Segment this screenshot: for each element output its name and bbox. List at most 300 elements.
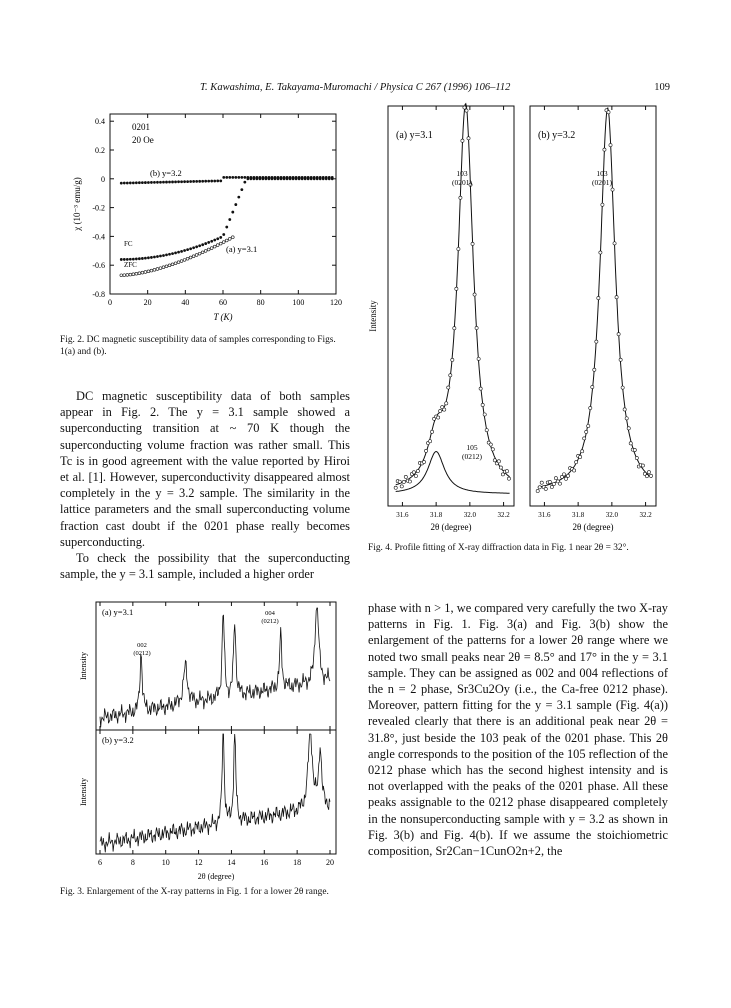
fig4-data-point	[617, 333, 620, 336]
fig2-y-tick-label: -0.2	[92, 203, 105, 213]
fig2-x-tick-label: 120	[330, 298, 342, 307]
fig2-point-fc	[201, 243, 204, 246]
fig4-data-point	[623, 408, 626, 411]
fig4-data-point	[641, 464, 644, 467]
fig3-patterns	[100, 602, 330, 854]
fig4-data-point	[566, 474, 569, 477]
fig2-point-fc	[280, 177, 283, 180]
fig2-label-zfc: ZFC	[124, 261, 137, 269]
fig4-caption-text: Profile fitting of X-ray diffraction data in Fig. 1 near 2θ = 32°.	[394, 543, 629, 553]
fig4-data-point	[597, 296, 600, 299]
fig2-point-zfc	[222, 241, 225, 244]
fig3-x-tick-labels	[98, 858, 334, 867]
fig4-data-point	[613, 242, 616, 245]
fig2-point-fc	[246, 177, 249, 180]
fig4-data-point	[579, 455, 582, 458]
fig4-x-tick-label: 32.2	[497, 511, 510, 519]
fig4-data-point	[485, 428, 488, 431]
fig4-data-point	[481, 403, 484, 406]
fig2-point-b	[186, 180, 189, 183]
fig2-point-zfc	[135, 272, 138, 275]
fig2-point-zfc	[159, 267, 162, 270]
fig2-chart	[60, 104, 350, 326]
fig4-data-point	[595, 340, 598, 343]
fig2-point-zfc	[168, 264, 171, 267]
fig2-point-fc	[159, 255, 162, 258]
fig2-point-fc	[225, 226, 228, 229]
fig2-point-fc	[180, 250, 183, 253]
fig2-point-zfc	[198, 252, 201, 255]
fig2-point-b	[207, 180, 210, 183]
fig2-point-fc	[331, 177, 334, 180]
fig2-point-zfc	[153, 268, 156, 271]
fig2-point-zfc	[207, 248, 210, 251]
fig2-caption-label: Fig. 2.	[60, 335, 85, 345]
page-number: 109	[654, 82, 670, 93]
fig2-point-fc	[310, 177, 313, 180]
fig2-point-b	[204, 180, 207, 183]
fig2-point-b	[189, 180, 192, 183]
fig2-point-b	[123, 182, 126, 185]
fig4-data-point	[483, 413, 486, 416]
fig4-data-point	[581, 450, 584, 453]
fig2-point-zfc	[231, 236, 234, 239]
fig4-data-point	[439, 409, 442, 412]
fig3-b-y-axis-label: Intensity	[79, 778, 88, 806]
fig4-fit-curve	[538, 108, 652, 487]
fig2-point-zfc	[213, 245, 216, 248]
fig2-point-fc	[243, 181, 246, 184]
fig4-data-point	[459, 196, 462, 199]
fig2-point-b	[222, 176, 225, 179]
fig2-y-tick-label: 0.2	[95, 146, 105, 155]
fig2-point-fc	[189, 247, 192, 250]
fig2-point-fc	[171, 252, 174, 255]
fig2-point-fc	[283, 177, 286, 180]
fig4-data-point	[467, 137, 470, 140]
fig2-point-fc	[325, 177, 328, 180]
fig4-data-point	[491, 448, 494, 451]
fig3-panel-a-frame	[96, 602, 336, 730]
fig2-point-zfc	[195, 254, 198, 257]
fig2-point-b	[120, 182, 123, 185]
fig4-data-point	[564, 477, 567, 480]
fig4-panel-a-label: (a) y=3.1	[396, 130, 433, 141]
right-paragraph-1: phase with n > 1, we compared very carefully the two X-ray patterns in Fig. 1. Fig. 3(a) and Fig. 3(b) show the enlargement of the patterns for a lower 2θ range where we noted two small peaks near 2θ = 8.5° and 17° in the y = 3.1 sample. They can be assigned as 002 and 004 reflections of the n = 2 phase, Sr3Cu2Oy (i.e., the Ca-free 0212 phase). Moreover, pattern fitting for the y = 3.1 sample (Fig. 4(a)) revealed clearly that there is an additional peak near 2θ = 31.8°, just beside the 103 peak of the 0201 phase. This 2θ angle corresponds to the position of the 105 reflection of the 0212 phase which has the second highest intensity and is not overlapped with the peaks of the 0201 phase. All these peaks assignable to the 0212 phase disappeared completely in the nonsuperconducting sample with y = 3.2 as shown in Fig. 3(b) and Fig. 4(b). If we assume the stoichiometric composition, Sr2Can−1CunO2n+2, the	[368, 601, 668, 859]
fig2-point-fc	[240, 188, 243, 191]
fig2-point-fc	[322, 177, 325, 180]
fig4-data-point	[428, 440, 431, 443]
fig3-a-y-axis-label: Intensity	[79, 652, 88, 680]
fig3-x-tick-label: 6	[98, 858, 102, 867]
fig2-point-fc	[198, 244, 201, 247]
fig2-x-tick-label: 20	[143, 298, 152, 307]
fig2-label-b: (b) y=3.2	[150, 168, 182, 178]
fig2-point-b	[210, 180, 213, 183]
fig4-caption	[368, 542, 668, 554]
fig2-point-fc	[307, 177, 310, 180]
fig4-data-point	[475, 326, 478, 329]
fig4-data-point	[497, 460, 500, 463]
fig2-point-fc	[213, 239, 216, 242]
fig4-panel-a-frame	[388, 106, 514, 506]
fig2-y-tick-label: -0.4	[92, 232, 105, 242]
fig4-data-point	[449, 374, 452, 377]
fig3-x-tick-label: 16	[260, 858, 269, 867]
fig2-point-b	[240, 176, 243, 179]
fig2-point-b	[237, 176, 240, 179]
fig4-data-point	[609, 144, 612, 147]
fig4-data-point	[422, 460, 425, 463]
fig2-point-fc	[289, 177, 292, 180]
fig2-point-b	[129, 182, 132, 185]
fig2-point-fc	[231, 211, 234, 214]
fig3-x-tick-label: 18	[293, 858, 302, 867]
fig2-legend-phase: 0201	[132, 122, 150, 132]
fig2-point-fc	[271, 177, 274, 180]
running-head: T. Kawashima, E. Takayama-Muromachi / Physica C 267 (1996) 106–112	[200, 82, 511, 93]
fig4-data-point	[607, 111, 610, 114]
fig3-x-tick-label: 12	[194, 858, 203, 867]
fig4-data-point	[562, 473, 565, 476]
fig4-a-peak103-hkl: 103	[456, 169, 468, 178]
fig2-point-fc	[234, 203, 237, 206]
fig2-point-b	[195, 180, 198, 183]
fig4-data-point	[447, 386, 450, 389]
fig4-data-point	[455, 287, 458, 290]
left-paragraph-2: To check the possibility that the superconducting sample, the y = 3.1 sample, included a higher order	[60, 551, 350, 582]
fig2-point-fc	[328, 177, 331, 180]
fig2-point-fc	[219, 236, 222, 239]
fig4-data-point	[416, 469, 419, 472]
fig2-x-tick-label: 60	[219, 298, 227, 307]
fig2-point-b	[219, 179, 222, 182]
fig3-x-axis-label: 2θ (degree)	[197, 872, 235, 881]
fig4-x-tick-label: 32.2	[639, 511, 652, 519]
fig4-y-axis-label: Intensity	[368, 300, 378, 332]
fig2-point-zfc	[189, 256, 192, 259]
fig4-data-point	[572, 469, 575, 472]
fig4-caption-label: Fig. 4.	[368, 543, 393, 553]
fig2-point-fc	[153, 256, 156, 259]
fig2-point-fc	[301, 177, 304, 180]
fig4-b-peak103-phase: (0201)	[592, 178, 612, 187]
running-header	[60, 82, 670, 100]
fig4-data-point	[457, 247, 460, 250]
fig2-point-zfc	[165, 265, 168, 268]
fig2-point-b	[141, 181, 144, 184]
fig2-point-b	[132, 181, 135, 184]
fig4-data-point	[647, 471, 650, 474]
fig2-point-fc	[319, 177, 322, 180]
fig2-point-b	[171, 181, 174, 184]
fig3-x-tick-label: 8	[130, 858, 135, 867]
fig2-point-b	[144, 181, 147, 184]
fig2-x-tick-label: 80	[256, 298, 265, 307]
fig4-data-point	[443, 408, 446, 411]
fig2-point-zfc	[123, 274, 126, 277]
fig2-point-fc	[165, 253, 168, 256]
fig4-data-point	[400, 485, 403, 488]
fig2-y-tick-label: -0.6	[92, 261, 105, 271]
fig3-caption-label: Fig. 3.	[60, 887, 85, 897]
fig2-point-b	[183, 180, 186, 183]
fig2-point-fc	[162, 254, 165, 257]
fig4-data-point	[424, 449, 427, 452]
fig2-point-fc	[156, 255, 159, 258]
fig2-point-fc	[277, 177, 280, 180]
fig4-chart	[366, 104, 666, 536]
fig3-pattern-line	[100, 734, 330, 852]
fig4-data-point	[394, 486, 397, 489]
fig4-curves	[394, 104, 652, 506]
fig2-point-b	[162, 181, 165, 184]
fig4-data-point	[552, 482, 555, 485]
fig4-a-peak105-hkl: 105	[466, 443, 478, 452]
fig4-data-point	[603, 148, 606, 151]
fig4-data-point	[471, 242, 474, 245]
fig4-data-point	[593, 368, 596, 371]
fig4-data-point	[621, 386, 624, 389]
fig2-point-fc	[147, 256, 150, 259]
fig4-panel-b-label: (b) y=3.2	[538, 130, 576, 141]
fig2-point-fc	[186, 248, 189, 251]
fig2-point-zfc	[183, 259, 186, 262]
fig4-x-tick-labels	[396, 511, 652, 519]
fig2-point-zfc	[186, 257, 189, 260]
fig3-caption	[60, 886, 350, 898]
fig2-point-b	[192, 180, 195, 183]
fig4-data-point	[536, 489, 539, 492]
fig4-data-point	[585, 430, 588, 433]
fig2-point-fc	[316, 177, 319, 180]
fig4-x-tick-label: 31.6	[396, 511, 409, 519]
fig2-point-zfc	[228, 237, 231, 240]
fig2-label-fc: FC	[124, 240, 133, 248]
fig2-point-b	[225, 176, 228, 179]
fig4-data-point	[629, 442, 632, 445]
fig2-point-fc	[222, 233, 225, 236]
fig2-point-fc	[192, 246, 195, 249]
fig4-data-point	[451, 358, 454, 361]
fig4-data-point	[404, 475, 407, 478]
fig2-point-b	[126, 182, 129, 185]
fig2-point-b	[156, 181, 159, 184]
fig4-data-point	[505, 470, 508, 473]
fig4-x-tick-label: 31.8	[430, 511, 443, 519]
fig3-peak004-phase: (0212)	[261, 618, 279, 625]
fig2-caption	[60, 334, 350, 358]
fig2-point-fc	[168, 253, 171, 256]
fig2-point-b	[168, 181, 171, 184]
fig2-point-zfc	[204, 250, 207, 253]
fig2-point-fc	[249, 177, 252, 180]
fig2-x-tick-label: 40	[181, 298, 190, 307]
fig2-point-b	[228, 176, 231, 179]
fig4-data-point	[601, 203, 604, 206]
fig2-point-zfc	[141, 271, 144, 274]
fig2-point-zfc	[144, 271, 147, 274]
fig2-point-b	[231, 176, 234, 179]
fig4-data-point	[591, 385, 594, 388]
fig2-point-fc	[210, 240, 213, 243]
fig2-point-fc	[195, 245, 198, 248]
fig4-data-point	[575, 461, 578, 464]
fig4-data-point	[544, 487, 547, 490]
fig2-point-fc	[295, 177, 298, 180]
fig2-point-zfc	[147, 270, 150, 273]
fig2-x-tick-label: 100	[292, 298, 305, 307]
fig2-x-axis-label: T (K)	[213, 312, 233, 322]
fig2-point-b	[153, 181, 156, 184]
fig4-data-point	[430, 430, 433, 433]
fig4-data-point	[649, 474, 652, 477]
fig4-fit-curve	[396, 104, 510, 485]
fig4-data-point	[538, 486, 541, 489]
fig2-point-zfc	[162, 266, 165, 269]
fig2-point-zfc	[174, 262, 177, 265]
fig2-legend-field: 20 Oe	[132, 135, 154, 145]
fig2-point-zfc	[150, 269, 153, 272]
fig4-data-point	[645, 475, 648, 478]
fig2-point-b	[201, 180, 204, 183]
fig4-x-tick-label: 31.8	[572, 511, 585, 519]
fig4-data-point	[477, 357, 480, 360]
fig2-y-axis-label: χ (10⁻³ emu/g)	[72, 177, 82, 231]
fig4-data-point	[587, 424, 590, 427]
fig2-point-fc	[237, 196, 240, 199]
fig2-point-fc	[268, 177, 271, 180]
fig2-point-b	[138, 181, 141, 184]
fig3-peak002-phase: (0212)	[133, 650, 151, 657]
fig2-point-zfc	[210, 247, 213, 250]
fig4-data-point	[619, 358, 622, 361]
fig4-data-point	[548, 480, 551, 483]
fig4-data-point	[558, 482, 561, 485]
fig2-point-fc	[265, 177, 268, 180]
fig2-point-b	[135, 181, 138, 184]
fig2-points	[120, 176, 334, 277]
fig4-data-point	[414, 474, 417, 477]
fig4-x-tick-label: 32.0	[463, 511, 476, 519]
fig2-point-fc	[298, 177, 301, 180]
fig2-point-fc	[292, 177, 295, 180]
fig2-point-fc	[228, 218, 231, 221]
fig2-point-zfc	[138, 272, 141, 275]
fig2-point-zfc	[120, 274, 123, 277]
fig4-data-point	[507, 477, 510, 480]
fig2-point-b	[177, 180, 180, 183]
fig2-point-fc	[138, 257, 141, 260]
fig4-data-point	[589, 406, 592, 409]
fig2-point-b	[165, 181, 168, 184]
fig2-y-tick-label: -0.8	[92, 290, 105, 299]
fig4-data-point	[463, 106, 466, 109]
fig2-point-fc	[204, 242, 207, 245]
fig2-point-fc	[207, 241, 210, 244]
fig2-y-tick-label: 0.4	[95, 117, 105, 127]
fig4-data-point	[408, 480, 411, 483]
fig4-data-point	[453, 327, 456, 330]
fig4-data-point	[489, 443, 492, 446]
fig2-point-fc	[174, 251, 177, 254]
fig4-data-point	[583, 437, 586, 440]
fig2-point-fc	[135, 258, 138, 261]
fig2-point-b	[180, 180, 183, 183]
fig4-data-point	[627, 427, 630, 430]
fig2-point-fc	[183, 249, 186, 252]
fig2-point-zfc	[180, 260, 183, 263]
fig4-data-point	[540, 481, 543, 484]
fig2-point-zfc	[201, 251, 204, 254]
fig2-point-b	[147, 181, 150, 184]
left-paragraph-1: DC magnetic susceptibility data of both samples appear in Fig. 2. The y = 3.1 sample showed a superconducting transition at ~ 70 K though the superconducting volume fraction was rather small. This Tc is in good agreement with the value reported by Hiroi et al. [1]. However, superconductivity disappeared almost completely in the y = 3.2 sample. The similarity in the lattice parameters and the small superconducting volume fraction cast doubt if the 0201 phase really becomes superconducting.	[60, 389, 350, 549]
fig2-point-zfc	[225, 239, 228, 242]
fig2-point-fc	[259, 177, 262, 180]
fig3-pattern-line	[100, 608, 330, 727]
fig3-panel-b-label: (b) y=3.2	[102, 735, 134, 745]
fig4-data-point	[465, 109, 468, 112]
fig2-point-zfc	[216, 244, 219, 247]
fig2-point-fc	[262, 177, 265, 180]
fig3-x-tick-label: 14	[227, 858, 236, 867]
fig4-data-point	[625, 417, 628, 420]
left-column-text	[60, 388, 350, 582]
right-column-text	[368, 600, 668, 859]
fig4-data-point	[402, 480, 405, 483]
fig2-point-zfc	[129, 273, 132, 276]
fig2-point-fc	[252, 177, 255, 180]
fig3-x-tick-label: 10	[161, 858, 170, 867]
fig2-point-fc	[144, 257, 147, 260]
fig4-a-x-axis-label: 2θ (degree)	[430, 522, 472, 532]
fig2-x-tick-labels	[108, 298, 342, 307]
fig4-data-point	[635, 456, 638, 459]
fig4-data-point	[499, 466, 502, 469]
fig2-y-tick-label: 0	[101, 174, 105, 184]
fig2-point-b	[159, 181, 162, 184]
fig2-caption-text: DC magnetic susceptibility data of samples corresponding to Figs. 1(a) and (b).	[60, 335, 336, 357]
fig2-point-fc	[216, 237, 219, 240]
fig2-point-zfc	[171, 263, 174, 266]
fig4-data-point	[611, 188, 614, 191]
fig2-point-fc	[286, 177, 289, 180]
fig4-data-point	[550, 485, 553, 488]
fig3-peak004-hkl: 004	[265, 610, 275, 617]
fig4-data-point	[633, 448, 636, 451]
fig2-point-b	[198, 180, 201, 183]
fig2-label-a: (a) y=3.1	[226, 244, 258, 254]
fig3-peak002-hkl: 002	[137, 642, 147, 649]
fig4-data-point	[461, 139, 464, 142]
fig2-point-b	[150, 181, 153, 184]
fig4-b-x-axis-label: 2θ (degree)	[572, 522, 614, 532]
fig4-x-tick-label: 31.6	[538, 511, 551, 519]
fig4-data-point	[615, 296, 618, 299]
fig2-point-zfc	[192, 255, 195, 258]
fig2-point-fc	[141, 257, 144, 260]
fig2-point-zfc	[219, 242, 222, 245]
fig4-data-point	[398, 480, 401, 483]
fig4-data-point	[412, 471, 415, 474]
fig3-caption-text: Enlargement of the X-ray patterns in Fig. 1 for a lower 2θ range.	[86, 887, 329, 897]
fig2-point-zfc	[126, 274, 129, 277]
fig2-point-fc	[274, 177, 277, 180]
fig3-panel-a-label: (a) y=3.1	[102, 607, 134, 617]
fig2-point-b	[243, 176, 246, 179]
fig4-panel-b-frame	[530, 106, 656, 506]
fig4-b-peak103-hkl: 103	[596, 169, 608, 178]
